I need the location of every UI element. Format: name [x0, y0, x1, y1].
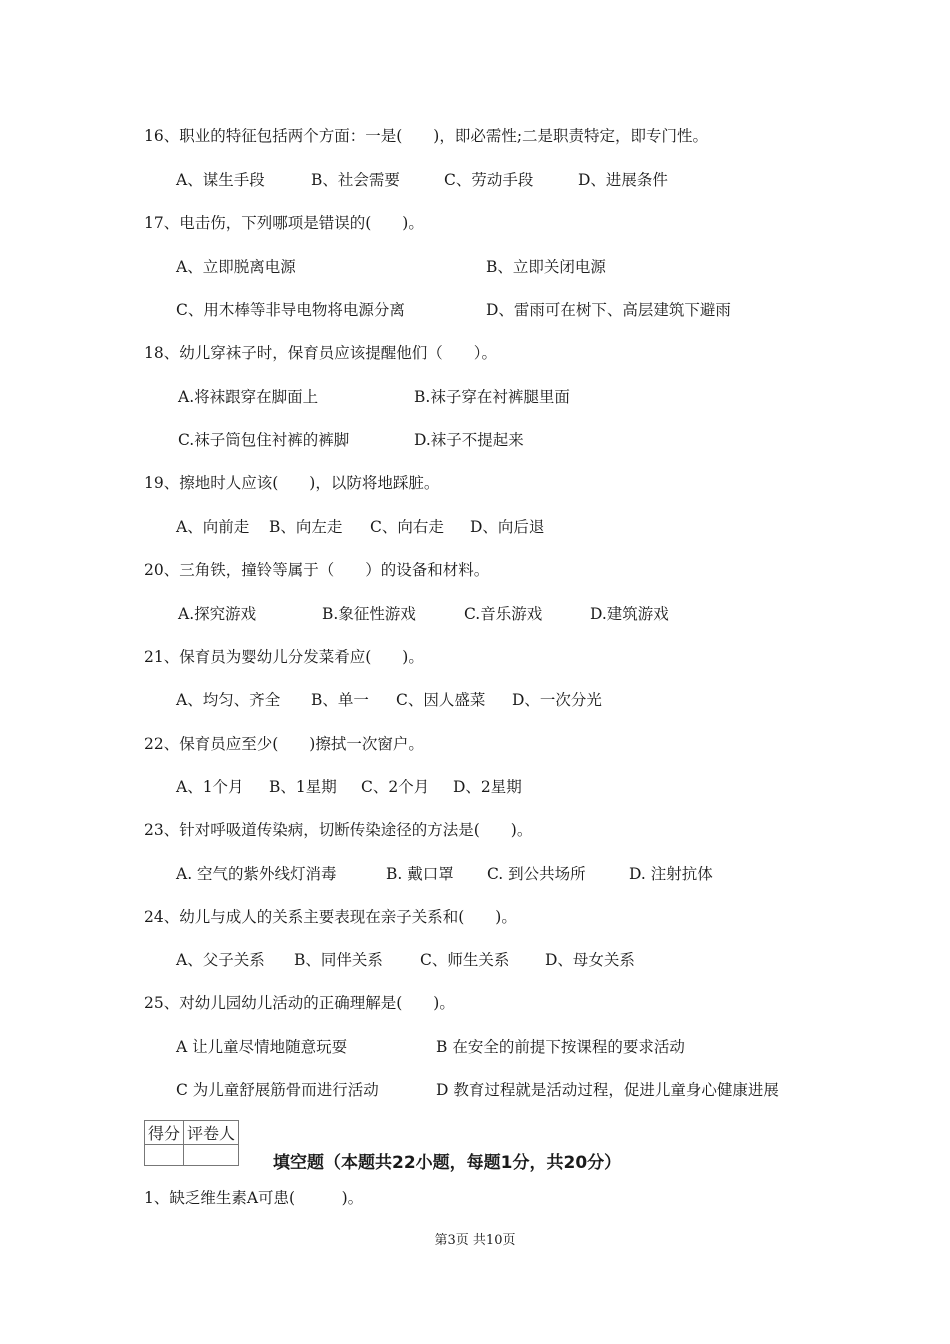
- question-23-stem: 23、针对呼吸道传染病，切断传染途径的方法是( )。: [144, 821, 533, 839]
- grader-cell[interactable]: [184, 1145, 239, 1166]
- question-17-option-a: A、立即脱离电源: [176, 258, 296, 276]
- question-20-option-a: A.探究游戏: [178, 605, 257, 623]
- question-23-option-a: A. 空气的紫外线灯消毒: [176, 865, 337, 883]
- question-23-option-d: D. 注射抗体: [629, 865, 713, 883]
- question-18-option-b: B.袜子穿在衬裤腿里面: [414, 388, 570, 406]
- question-25-option-d: D 教育过程就是活动过程，促进儿童身心健康进展: [436, 1081, 779, 1099]
- question-21-option-a: A、均匀、齐全: [176, 691, 281, 709]
- question-24-option-d: D、母女关系: [545, 951, 635, 969]
- question-16-option-d: D、进展条件: [578, 171, 668, 189]
- question-19-option-a: A、向前走: [176, 518, 250, 536]
- question-19-option-d: D、向后退: [470, 518, 545, 536]
- question-16-stem: 16、职业的特征包括两个方面：一是( )，即必需性;二是职责特定，即专门性。: [144, 127, 709, 145]
- question-16-option-a: A、谋生手段: [176, 171, 265, 189]
- question-24-option-b: B、同伴关系: [294, 951, 383, 969]
- question-18-stem: 18、幼儿穿袜子时，保育员应该提醒他们（ ）。: [144, 344, 497, 362]
- question-18-option-a: A.将袜跟穿在脚面上: [178, 388, 319, 406]
- question-20-option-d: D.建筑游戏: [590, 605, 669, 623]
- question-20-option-b: B.象征性游戏: [322, 605, 416, 623]
- question-24-option-c: C、师生关系: [420, 951, 510, 969]
- question-22-option-b: B、1星期: [269, 778, 337, 796]
- score-label: 得分: [145, 1121, 184, 1145]
- question-17-option-b: B、立即关闭电源: [486, 258, 606, 276]
- question-22-option-c: C、2个月: [361, 778, 430, 796]
- question-18-option-d: D.袜子不提起来: [414, 431, 524, 449]
- question-20-option-c: C.音乐游戏: [464, 605, 543, 623]
- question-22-option-d: D、2星期: [453, 778, 522, 796]
- question-17-option-d: D、雷雨可在树下、高层建筑下避雨: [486, 301, 731, 319]
- score-table: [144, 1120, 239, 1166]
- question-16-option-c: C、劳动手段: [444, 171, 534, 189]
- question-22-option-a: A、1个月: [176, 778, 244, 796]
- question-25-stem: 25、对幼儿园幼儿活动的正确理解是( )。: [144, 994, 455, 1012]
- page-footer: 第3页 共10页: [434, 1233, 516, 1248]
- score-cell[interactable]: [145, 1145, 184, 1166]
- question-24-stem: 24、幼儿与成人的关系主要表现在亲子关系和( )。: [144, 908, 517, 926]
- fill-blank-question-1: 1、缺乏维生素A可患( )。: [144, 1189, 364, 1207]
- question-21-option-d: D、一次分光: [512, 691, 602, 709]
- question-17-option-c: C、用木棒等非导电物将电源分离: [176, 301, 405, 319]
- question-20-stem: 20、三角铁，撞铃等属于（ ）的设备和材料。: [144, 561, 490, 579]
- question-25-option-a: A 让儿童尽情地随意玩耍: [176, 1038, 348, 1056]
- question-19-option-b: B、向左走: [269, 518, 343, 536]
- question-23-option-b: B. 戴口罩: [386, 865, 454, 883]
- question-19-stem: 19、擦地时人应该( )，以防将地踩脏。: [144, 474, 440, 492]
- question-18-option-c: C.袜子筒包住衬裤的裤脚: [178, 431, 350, 449]
- question-24-option-a: A、父子关系: [176, 951, 265, 969]
- section-heading-fill-blank: 填空题（本题共22小题，每题1分，共20分）: [273, 1153, 622, 1173]
- question-22-stem: 22、保育员应至少( )擦拭一次窗户。: [144, 735, 424, 753]
- question-23-option-c: C. 到公共场所: [487, 865, 586, 883]
- question-25-option-c: C 为儿童舒展筋骨而进行活动: [176, 1081, 379, 1099]
- question-25-option-b: B 在安全的前提下按课程的要求活动: [436, 1038, 685, 1056]
- question-21-option-c: C、因人盛菜: [396, 691, 486, 709]
- question-17-stem: 17、电击伤，下列哪项是错误的( )。: [144, 214, 424, 232]
- question-21-option-b: B、单一: [311, 691, 369, 709]
- question-21-stem: 21、保育员为婴幼儿分发菜肴应( )。: [144, 648, 424, 666]
- question-16-option-b: B、社会需要: [311, 171, 400, 189]
- question-19-option-c: C、向右走: [370, 518, 444, 536]
- grader-label: 评卷人: [184, 1121, 239, 1145]
